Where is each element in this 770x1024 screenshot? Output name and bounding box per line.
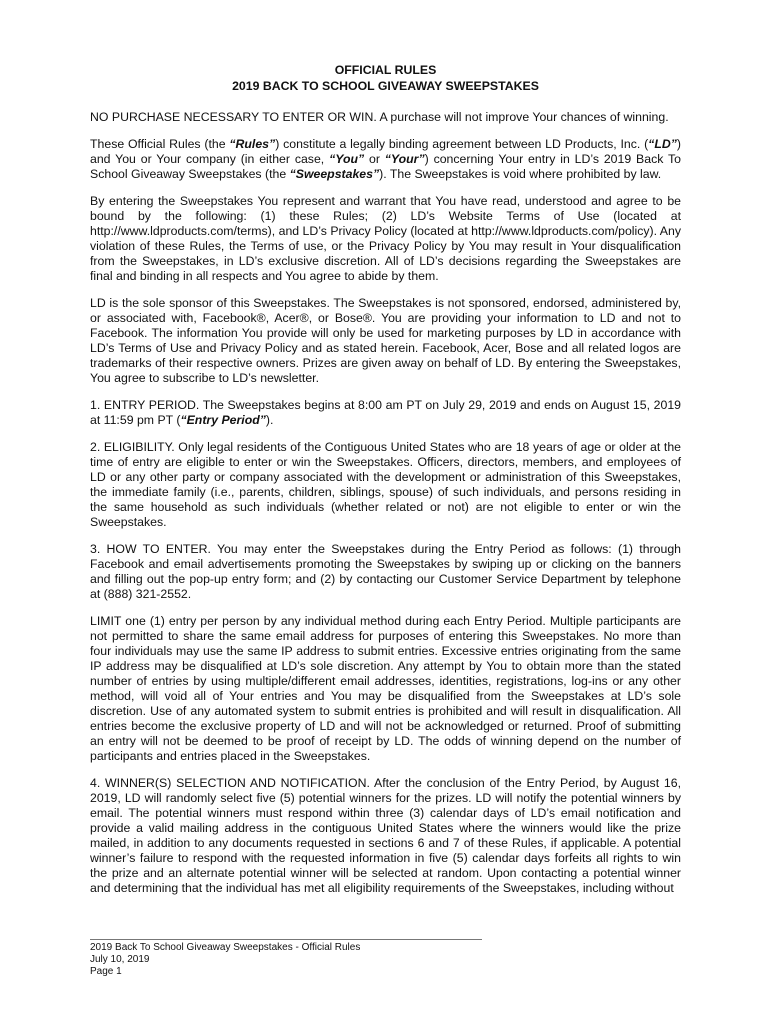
defined-term-rules: “Rules” bbox=[229, 137, 276, 151]
intro-text: These Official Rules (the bbox=[90, 137, 230, 151]
intro-paragraph bbox=[90, 137, 681, 182]
limit-paragraph: LIMIT one (1) entry per person by any individual method during each Entry Period. Multiple participants are not permitted to share the same email address for purposes of entering this Sweepstakes. No more than four individuals may use the same IP address to submit entries. Excessive entries originating from the same IP address may be disqualified at LD’s sole discretion. Any attempt by You to obtain more than the stated number of entries by using multiple/different email addresses, identities, registrations, log-ins or any other method, will void all of Your entries and You may be disqualified from the Sweepstakes at LD’s sole discretion. Use of any automated system to submit entries is prohibited and will result in disqualification. All entries become the exclusive property of LD and will not be acknowledged or returned. Proof of submitting an entry will not be deemed to be proof of receipt by LD. The odds of winning depend on the number of participants and entries placed in the Sweepstakes. bbox=[90, 614, 681, 763]
eligibility-section: 2. ELIGIBILITY. Only legal residents of the Contiguous United States who are 18 years of age or older at the time of entry are eligible to enter or win the Sweepstakes. Officers, directors, members, and employees of LD or any other party or company associated with the development or administration of this Sweepstakes, the immediate family (i.e., parents, children, siblings, spouse) of such individuals, and persons residing in the same household as such individuals (whether related or not) are not eligible to enter or win the Sweepstakes. bbox=[90, 440, 681, 529]
defined-term-ld: “LD” bbox=[648, 137, 677, 151]
page-footer bbox=[90, 939, 482, 978]
no-purchase-paragraph: NO PURCHASE NECESSARY TO ENTER OR WIN. A purchase will not improve Your chances of winning. bbox=[90, 110, 669, 124]
entry-period-text: 1. ENTRY PERIOD. The Sweepstakes begins at 8:00 am PT on July 29, 2019 and ends on August 15, 2019 at 11:59 pm PT ( bbox=[90, 398, 681, 427]
intro-text: ). The Sweepstakes is void where prohibited by law. bbox=[379, 167, 662, 181]
sponsor-paragraph: LD is the sole sponsor of this Sweepstakes. The Sweepstakes is not sponsored, endorsed, administered by, or associated with, Facebook®, Acer®, or Bose®. You are providing your information to LD and not to Facebook. The information You provide will only be used for marketing purposes by LD in accordance with LD’s Terms of Use and Privacy Policy and as stated herein. Facebook, Acer, Bose and all related logos are trademarks of their respective owners. Prizes are given away on behalf of LD. By entering the Sweepstakes, You agree to subscribe to LD’s newsletter. bbox=[90, 296, 681, 385]
intro-text: ) concerning Your entry in LD’s 2019 Back To School Giveaway Sweepstakes (the bbox=[90, 152, 681, 181]
entry-period-section bbox=[90, 398, 681, 428]
defined-term-you: “You” bbox=[329, 152, 365, 166]
footer-page-number: Page 1 bbox=[90, 966, 122, 977]
footer-document-title: 2019 Back To School Giveaway Sweepstakes - Official Rules bbox=[90, 942, 361, 953]
defined-term-your: “Your” bbox=[384, 152, 425, 166]
title-line-1: OFFICIAL RULES bbox=[334, 63, 437, 77]
winner-selection-section: 4. WINNER(S) SELECTION AND NOTIFICATION. After the conclusion of the Entry Period, by August 16, 2019, LD will randomly select five (5) potential winners for the prizes. LD will notify the potential winners by email. The potential winners must respond within three (3) calendar days of LD’s email notification and provide a valid mailing address in the contiguous United States where the winners would like the prize mailed, in addition to any documents requested in sections 6 and 7 of these Rules, if applicable. A potential winner’s failure to respond with the requested information in five (5) calendar days forfeits all rights to win the prize and an alternate potential winner will be selected at random. Upon contacting a potential winner and determining that the individual has met all eligibility requirements of the Sweepstakes, including without bbox=[90, 776, 681, 895]
document-title bbox=[90, 62, 681, 94]
title-line-2: 2019 BACK TO SCHOOL GIVEAWAY SWEEPSTAKES bbox=[232, 79, 539, 93]
document-body bbox=[90, 62, 681, 908]
entry-period-text: ). bbox=[265, 413, 274, 427]
footer-date: July 10, 2019 bbox=[90, 954, 150, 965]
intro-text: ) constitute a legally binding agreement between LD Products, Inc. ( bbox=[275, 137, 649, 151]
how-to-enter-section: 3. HOW TO ENTER. You may enter the Sweepstakes during the Entry Period as follows: (1) through Facebook and email advertisements promoting the Sweepstakes by swiping up or clicking on the banners and filling out the pop-up entry form; and (2) by contacting our Customer Service Department by telephone at (888) 321-2552. bbox=[90, 542, 681, 601]
intro-text: or bbox=[364, 152, 385, 166]
defined-term-entry-period: “Entry Period” bbox=[180, 413, 266, 427]
entering-paragraph: By entering the Sweepstakes You represent and warrant that You have read, understood and agree to be bound by the following: (1) these Rules; (2) LD’s Website Terms of Use (located at http://www.ldproducts.com/terms), and LD’s Privacy Policy (located at http://www.ldproducts.com/policy). Any violation of these Rules, the Terms of use, or the Privacy Policy by You may result in Your disqualification from the Sweepstakes, in LD’s exclusive discretion. All of LD’s decisions regarding the Sweepstakes are final and binding in all respects and You agree to abide by them. bbox=[90, 194, 681, 283]
defined-term-sweepstakes: “Sweepstakes” bbox=[289, 167, 380, 181]
intro-text: ) and You or Your company (in either case, bbox=[90, 137, 681, 166]
